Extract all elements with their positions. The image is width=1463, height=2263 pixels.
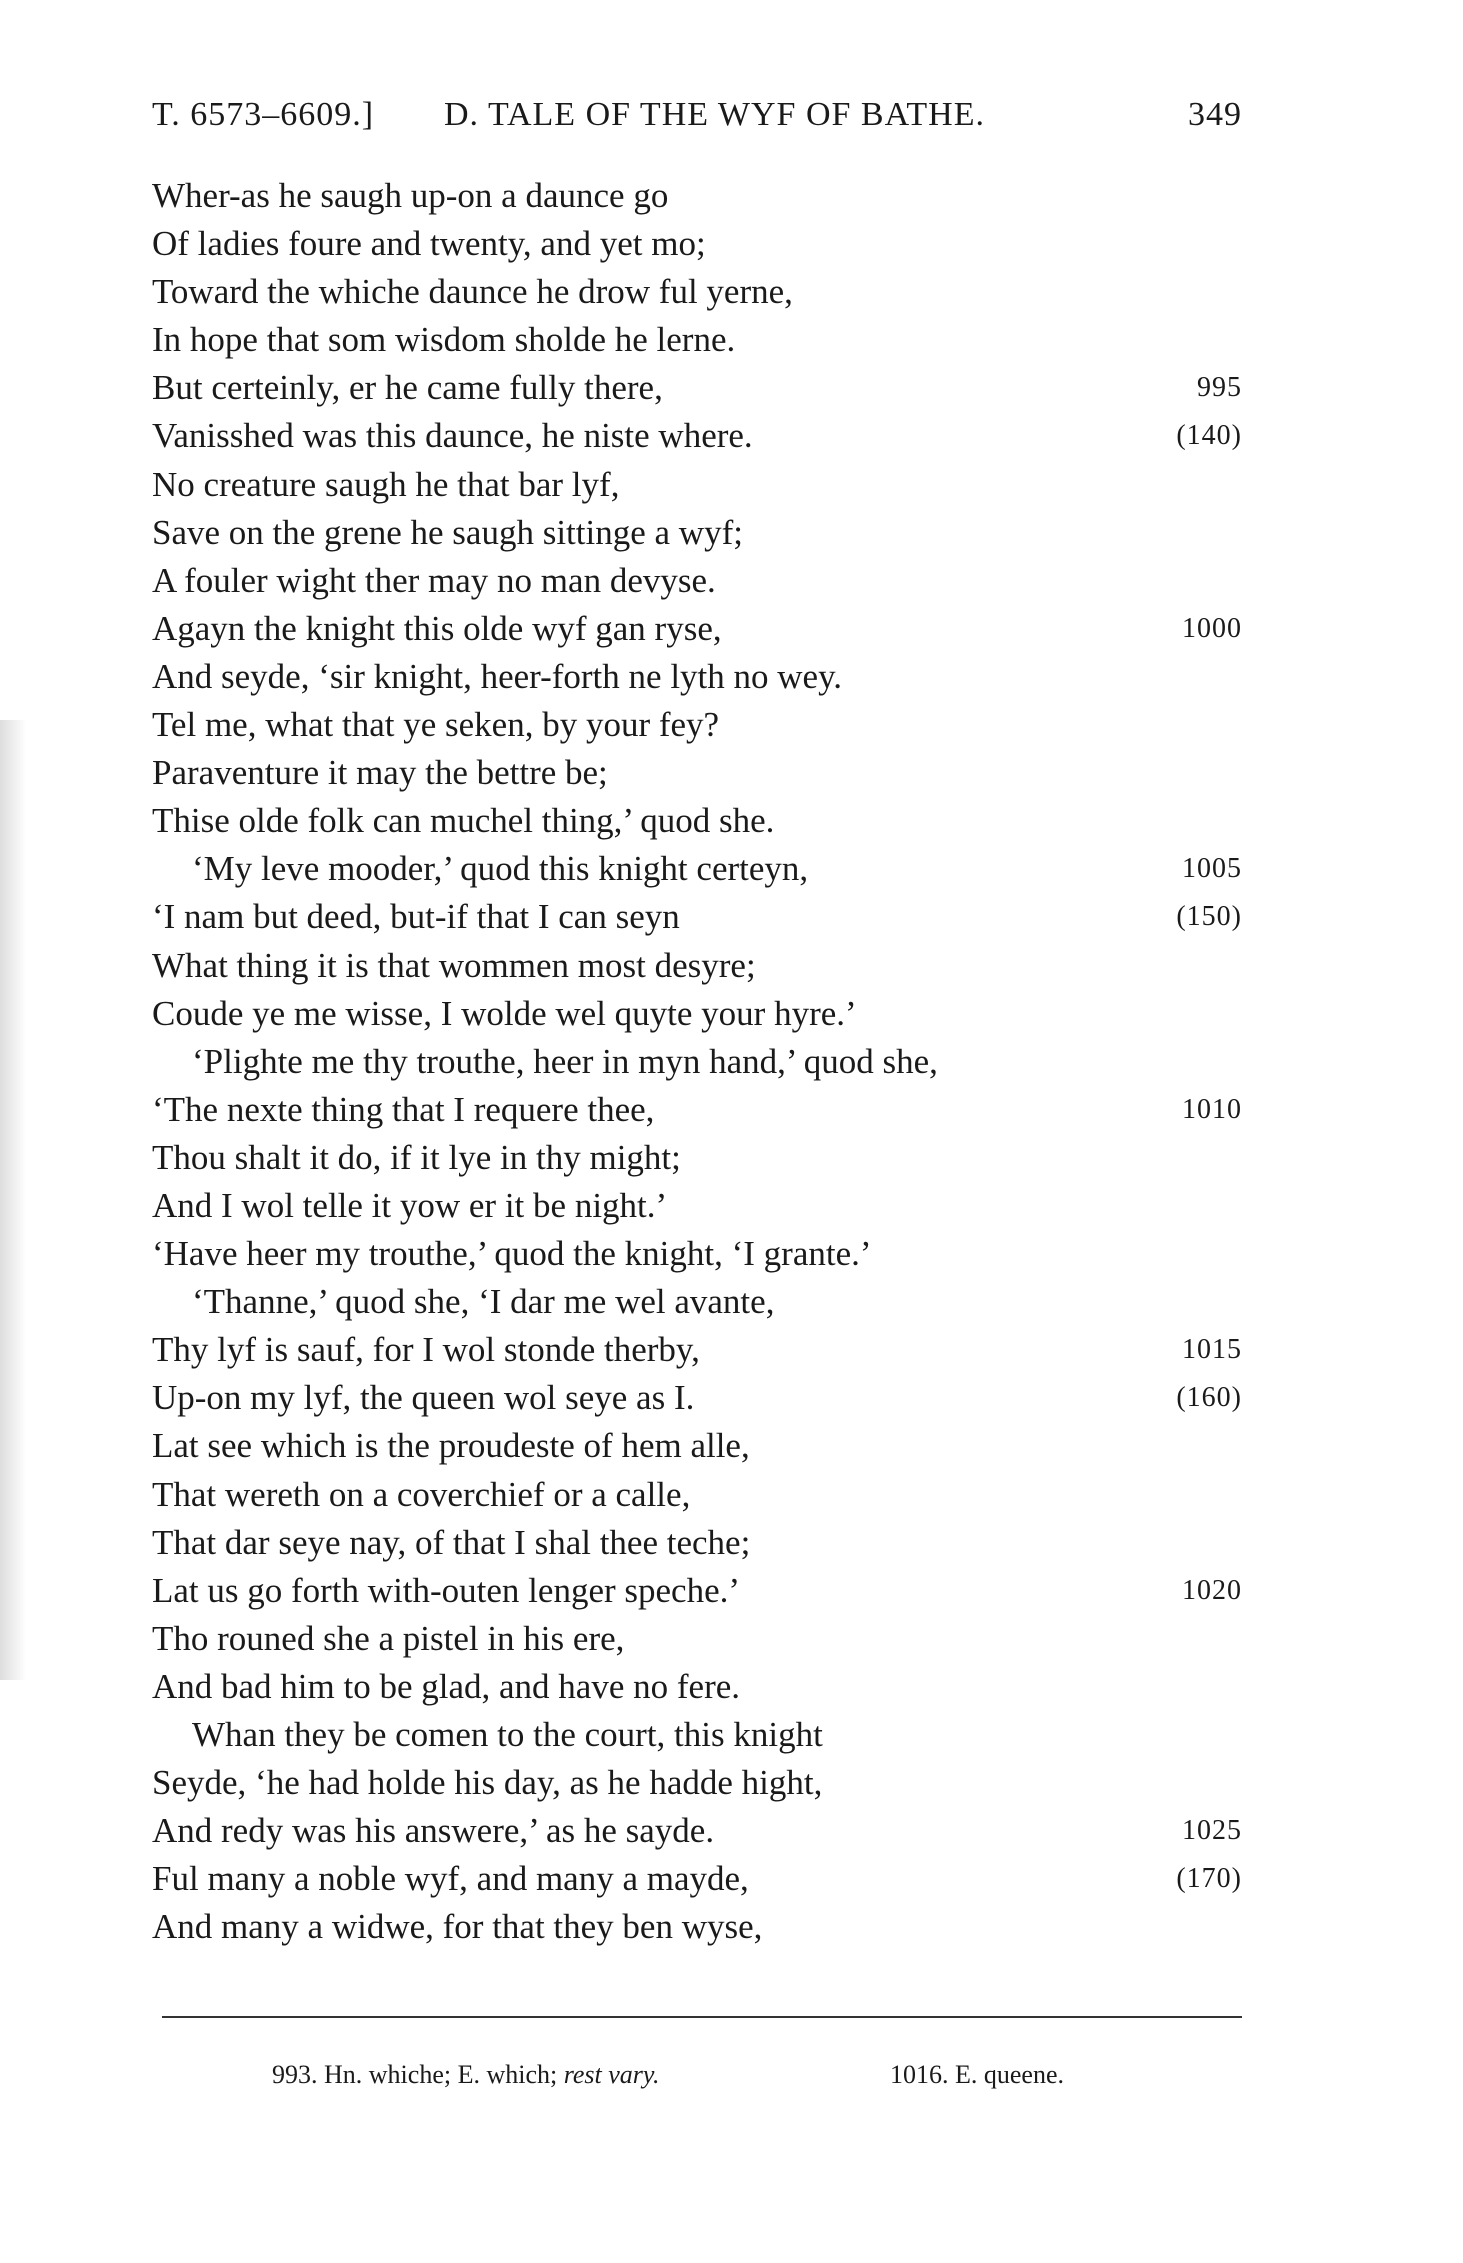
verse-line-text: Ful many a noble wyf, and many a mayde,	[152, 1859, 749, 1899]
verse-line	[152, 1519, 1242, 1567]
page-number: 349	[1188, 96, 1242, 133]
verse-line-text: And many a widwe, for that they ben wyse,	[152, 1907, 763, 1947]
verse-line	[152, 412, 1242, 460]
verse-line	[152, 172, 1242, 220]
verse-line	[152, 316, 1242, 364]
verse-line-text: ‘Thanne,’ quod she, ‘I dar me wel avante,	[192, 1282, 775, 1322]
verse-line	[152, 509, 1242, 557]
line-number: 1020	[1182, 1574, 1242, 1606]
verse-line-text: Wher-as he saugh up-on a daunce go	[152, 176, 669, 215]
line-number: 1015	[1182, 1334, 1242, 1366]
verse-line	[152, 1182, 1242, 1230]
verse-line-text: Thy lyf is sauf, for I wol stonde therby,	[152, 1330, 700, 1370]
verse-line	[152, 1230, 1242, 1278]
verse-line	[152, 220, 1242, 268]
verse-line-text: No creature saugh he that bar lyf,	[152, 464, 620, 504]
verse-line	[152, 1663, 1242, 1711]
verse-line-text: Coude ye me wisse, I wolde wel quyte your hyre.’	[152, 993, 857, 1033]
verse-line-text: But certeinly, er he came fully there,	[152, 368, 663, 408]
verse-line-text: Seyde, ‘he had holde his day, as he hadde hight,	[152, 1763, 823, 1803]
verse-line	[152, 1711, 1242, 1759]
verse-line-text: Agayn the knight this olde wyf gan ryse,	[152, 608, 722, 648]
verse-line-text: And I wol telle it yow er it be night.’	[152, 1185, 668, 1225]
verse-line-text: Tel me, what that ye seken, by your fey?	[152, 705, 720, 745]
verse-line	[152, 1086, 1242, 1134]
verse-line-text: Thise olde folk can muchel thing,’ quod she.	[152, 801, 775, 841]
verse-line-text: Tho rouned she a pistel in his ere,	[152, 1618, 625, 1658]
verse-line	[152, 1807, 1242, 1855]
verse-line	[152, 605, 1242, 653]
verse-line-text: ‘I nam but deed, but-if that I can seyn	[152, 897, 680, 937]
page-edge-shadow	[0, 720, 26, 1680]
verse-line	[152, 1422, 1242, 1470]
verse-line-text: Vanisshed was this daunce, he niste where.	[152, 416, 753, 456]
line-number: (150)	[1176, 901, 1242, 933]
verse-line-text: Paraventure it may the bettre be;	[152, 753, 608, 793]
verse-line	[152, 1567, 1242, 1615]
verse-line-text: And redy was his answere,’ as he sayde.	[152, 1811, 715, 1851]
running-head	[152, 96, 1242, 144]
line-number: 995	[1197, 372, 1242, 404]
verse-line-text: Toward the whiche daunce he drow ful yerne,	[152, 272, 793, 312]
verse-line	[152, 1903, 1242, 1951]
verse-line	[152, 1374, 1242, 1422]
verse-line-text: Lat see which is the proudeste of hem alle,	[152, 1426, 750, 1466]
verse-line	[152, 364, 1242, 412]
footnote-993	[272, 2060, 660, 2090]
verse-line	[152, 797, 1242, 845]
verse-line-text: In hope that som wisdom sholde he lerne.	[152, 320, 736, 360]
line-number: 1025	[1182, 1815, 1242, 1847]
verse-line-text: Up-on my lyf, the queen wol seye as I.	[152, 1378, 695, 1418]
verse-line-text: ‘Have heer my trouthe,’ quod the knight, ‘I grante.’	[152, 1234, 872, 1274]
verse-line	[152, 653, 1242, 701]
verse-line-text: ‘My leve mooder,’ quod this knight certeyn,	[192, 849, 809, 889]
verse-line	[152, 990, 1242, 1038]
line-number: 1010	[1182, 1093, 1242, 1125]
verse-line	[152, 701, 1242, 749]
verse-line-text: Whan they be comen to the court, this knight	[192, 1715, 823, 1754]
line-number: (140)	[1176, 420, 1242, 452]
verse-line	[152, 268, 1242, 316]
footnote-1016: 1016. E. queene.	[890, 2060, 1065, 2089]
line-number: 1000	[1182, 612, 1242, 644]
verse-line-text: A fouler wight ther may no man devyse.	[152, 560, 716, 600]
verse-line	[152, 1855, 1242, 1903]
verse-line-text: That wereth on a coverchief or a calle,	[152, 1474, 691, 1514]
verse-line-text: And seyde, ‘sir knight, heer-forth ne lyth no wey.	[152, 656, 843, 696]
verse-line	[152, 942, 1242, 990]
verse-line	[152, 1615, 1242, 1663]
line-reference: T. 6573–6609.]	[152, 96, 375, 133]
verse-line-text: ‘The nexte thing that I requere thee,	[152, 1089, 655, 1129]
verse-line-text: ‘Plighte me thy trouthe, heer in myn hand,’ quod she,	[192, 1041, 938, 1081]
verse-line	[152, 1134, 1242, 1182]
verse-line	[152, 845, 1242, 893]
line-number: 1005	[1182, 853, 1242, 885]
footnote-rule	[162, 2016, 1242, 2018]
verse-line	[152, 893, 1242, 941]
verse-line	[152, 1326, 1242, 1374]
verse-line-text: And bad him to be glad, and have no fere.	[152, 1666, 741, 1706]
verse-line-text: Thou shalt it do, if it lye in thy might;	[152, 1137, 681, 1177]
verse-line	[152, 1759, 1242, 1807]
page-title: D. TALE OF THE WYF OF BATHE.	[444, 96, 985, 133]
line-number: (170)	[1176, 1863, 1242, 1895]
verse-line	[152, 1278, 1242, 1326]
line-number: (160)	[1176, 1382, 1242, 1414]
verse-line	[152, 1471, 1242, 1519]
footnote-993-text: 993. Hn. whiche; E. which;	[272, 2060, 564, 2089]
verse-line-text: Of ladies foure and twenty, and yet mo;	[152, 224, 706, 264]
verse-line	[152, 1038, 1242, 1086]
verse-line	[152, 557, 1242, 605]
verse-text	[152, 172, 1242, 1951]
verse-line-text: Save on the grene he saugh sittinge a wyf;	[152, 512, 743, 552]
verse-line-text: That dar seye nay, of that I shal thee teche;	[152, 1522, 751, 1562]
verse-line-text: What thing it is that wommen most desyre;	[152, 945, 756, 985]
verse-line	[152, 461, 1242, 509]
footnote-993-italic: rest vary.	[563, 2060, 660, 2089]
verse-line-text: Lat us go forth with-outen lenger speche.’	[152, 1570, 741, 1610]
verse-line	[152, 749, 1242, 797]
